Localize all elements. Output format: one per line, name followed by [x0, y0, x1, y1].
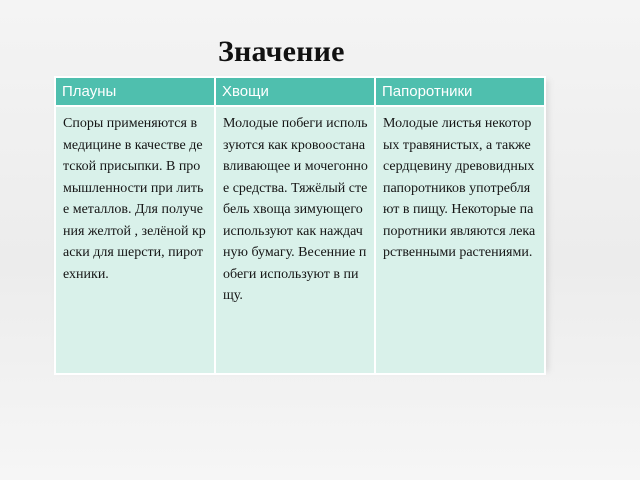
header-ferns: Папоротники: [375, 77, 545, 106]
slide-title: Значение: [218, 35, 345, 68]
table-row: [55, 106, 545, 374]
significance-table: [54, 76, 546, 375]
header-club-mosses: Плауны: [55, 77, 215, 106]
table-header-row: [55, 77, 545, 106]
cell-ferns-usage: Молодые листья некоторых травянистых, а также сердцевину древовидных папоротников употребляют в пищу. Некоторые папоротники являются лекарственными растениями.: [375, 106, 545, 374]
cell-horsetails-usage: Молодые побеги используются как кровоостанавливающее и мочегонное средства. Тяжёлый стебель хвоща зимующего используют как наждачную бумагу. Весенние побеги используют в пищу.: [215, 106, 375, 374]
header-horsetails: Хвощи: [215, 77, 375, 106]
cell-club-mosses-usage: Споры применяются в медицине в качестве детской присыпки. В промышленности при литье металлов. Для получения желтой , зелёной краски для шерсти, пиротехники.: [55, 106, 215, 374]
